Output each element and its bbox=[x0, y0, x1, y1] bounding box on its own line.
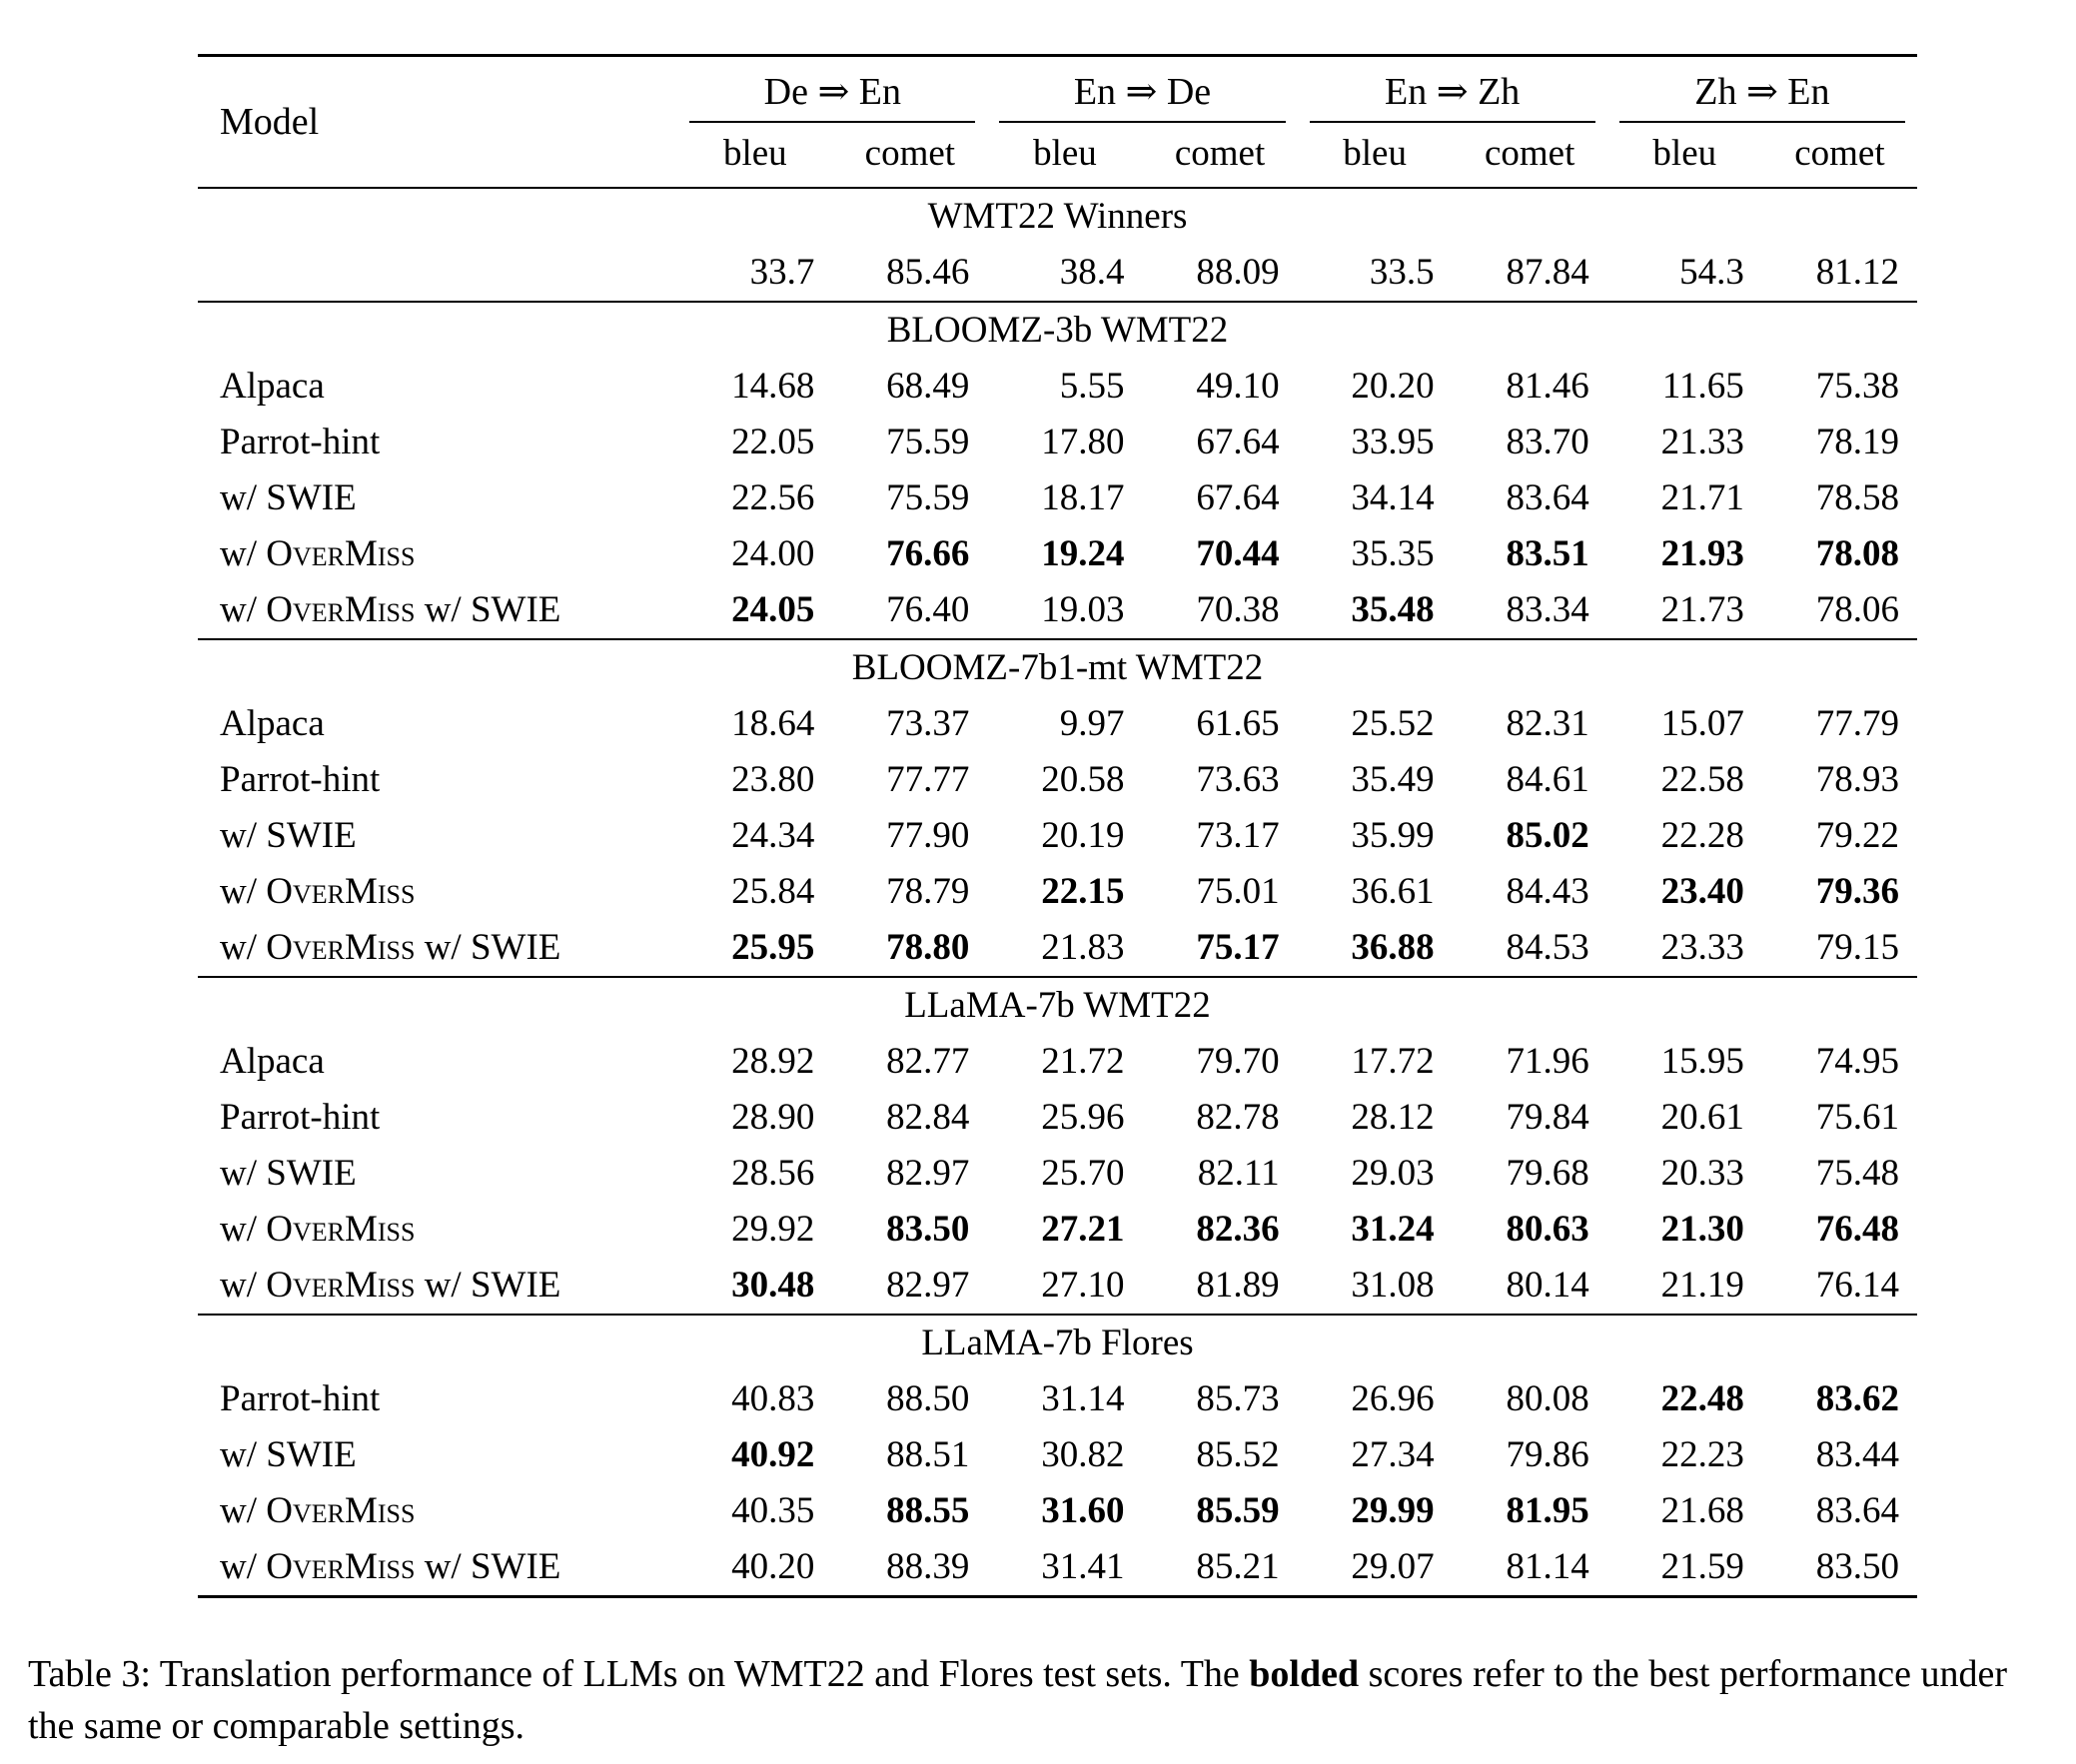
score-cell: 15.07 bbox=[1660, 703, 1744, 744]
score-cell: 28.92 bbox=[731, 1041, 815, 1082]
score-cell: 75.38 bbox=[1815, 366, 1899, 407]
column-group-label-de-en: De ⇒ En bbox=[689, 73, 975, 123]
model-name bbox=[198, 1483, 677, 1539]
score-cell: 23.33 bbox=[1660, 927, 1744, 968]
model-name bbox=[198, 1090, 677, 1146]
column-group-zh-en bbox=[1607, 56, 1917, 124]
score-cell: 79.36 bbox=[1815, 871, 1899, 912]
score-cell: 77.90 bbox=[886, 815, 970, 856]
score-cell: 79.15 bbox=[1815, 927, 1899, 968]
score-cell: 29.03 bbox=[1351, 1153, 1435, 1194]
score-cell: 21.68 bbox=[1660, 1490, 1744, 1531]
model-name-text: w/ bbox=[220, 927, 267, 968]
data-row bbox=[198, 359, 1917, 415]
caption-text-start: Table 3: Translation performance of LLMs on WMT22 and Flores test sets. The bbox=[28, 1653, 1250, 1695]
subheader-bleu: bleu bbox=[1607, 123, 1762, 188]
score-cell: 83.50 bbox=[886, 1209, 970, 1250]
score-cell: 27.34 bbox=[1351, 1434, 1435, 1475]
score-cell: 78.58 bbox=[1815, 477, 1899, 518]
score-cell: 49.10 bbox=[1196, 366, 1280, 407]
score-cell: 88.50 bbox=[886, 1378, 970, 1419]
score-cell: 19.24 bbox=[1041, 533, 1125, 574]
score-cell: 78.80 bbox=[886, 927, 970, 968]
score-cell: 33.7 bbox=[749, 252, 815, 293]
score-cell: 81.46 bbox=[1506, 366, 1589, 407]
data-row bbox=[198, 1483, 1917, 1539]
score-cell: 22.23 bbox=[1660, 1434, 1744, 1475]
score-cell: 40.35 bbox=[731, 1490, 815, 1531]
score-cell: 28.12 bbox=[1351, 1097, 1435, 1138]
subheader-bleu: bleu bbox=[1298, 123, 1453, 188]
score-cell: 26.96 bbox=[1351, 1378, 1435, 1419]
score-cell: 31.14 bbox=[1041, 1378, 1125, 1419]
score-cell: 82.31 bbox=[1506, 703, 1589, 744]
score-cell: 31.60 bbox=[1041, 1490, 1125, 1531]
score-cell: 83.64 bbox=[1506, 477, 1589, 518]
table-caption bbox=[28, 1648, 2048, 1752]
score-cell: 76.40 bbox=[886, 589, 970, 630]
model-name-text: w/ bbox=[220, 1490, 267, 1531]
model-name-smallcaps: OverMiss bbox=[266, 1265, 416, 1306]
model-name-text: w/ SWIE bbox=[415, 1265, 561, 1306]
score-cell: 81.14 bbox=[1506, 1546, 1589, 1587]
score-cell: 61.65 bbox=[1196, 703, 1280, 744]
score-cell: 20.19 bbox=[1041, 815, 1125, 856]
model-name bbox=[198, 1371, 677, 1427]
score-cell: 80.08 bbox=[1506, 1378, 1589, 1419]
score-cell: 82.11 bbox=[1197, 1153, 1280, 1194]
model-name-text: Parrot-hint bbox=[220, 422, 381, 462]
score-cell: 78.79 bbox=[886, 871, 970, 912]
score-cell: 30.82 bbox=[1041, 1434, 1125, 1475]
score-cell: 82.78 bbox=[1196, 1097, 1280, 1138]
score-cell: 83.51 bbox=[1506, 533, 1589, 574]
score-cell: 82.84 bbox=[886, 1097, 970, 1138]
score-cell: 25.70 bbox=[1041, 1153, 1125, 1194]
model-name-text: w/ bbox=[220, 589, 267, 630]
model-name-text: w/ SWIE bbox=[220, 1434, 357, 1475]
score-cell: 85.46 bbox=[886, 252, 970, 293]
score-cell: 84.53 bbox=[1506, 927, 1589, 968]
model-name-text: w/ SWIE bbox=[220, 1153, 357, 1194]
score-cell: 22.58 bbox=[1660, 759, 1744, 800]
score-cell: 71.96 bbox=[1506, 1041, 1589, 1082]
score-cell: 30.48 bbox=[731, 1265, 815, 1306]
score-cell: 85.73 bbox=[1196, 1378, 1280, 1419]
model-name-text: w/ bbox=[220, 1546, 267, 1587]
score-cell: 75.17 bbox=[1196, 927, 1280, 968]
score-cell: 79.70 bbox=[1196, 1041, 1280, 1082]
score-cell: 35.35 bbox=[1351, 533, 1435, 574]
model-name bbox=[198, 245, 677, 302]
table-body bbox=[198, 188, 1917, 1597]
score-cell: 75.48 bbox=[1815, 1153, 1899, 1194]
score-cell: 28.90 bbox=[731, 1097, 815, 1138]
column-group-label-en-zh: En ⇒ Zh bbox=[1310, 73, 1595, 123]
score-cell: 76.14 bbox=[1815, 1265, 1899, 1306]
model-name-smallcaps: OverMiss bbox=[266, 589, 416, 630]
model-name bbox=[198, 752, 677, 808]
score-cell: 88.09 bbox=[1196, 252, 1280, 293]
data-row bbox=[198, 1090, 1917, 1146]
score-cell: 24.34 bbox=[731, 815, 815, 856]
score-cell: 67.64 bbox=[1196, 477, 1280, 518]
score-cell: 73.37 bbox=[886, 703, 970, 744]
score-cell: 25.52 bbox=[1351, 703, 1435, 744]
model-name-text: w/ bbox=[220, 1265, 267, 1306]
model-name bbox=[198, 1202, 677, 1258]
score-cell: 33.95 bbox=[1351, 422, 1435, 462]
score-cell: 88.51 bbox=[886, 1434, 970, 1475]
model-name-text: Parrot-hint bbox=[220, 1378, 381, 1419]
score-cell: 78.06 bbox=[1815, 589, 1899, 630]
model-name-text: w/ SWIE bbox=[415, 589, 561, 630]
score-cell: 76.66 bbox=[886, 533, 970, 574]
score-cell: 35.48 bbox=[1351, 589, 1435, 630]
score-cell: 18.64 bbox=[731, 703, 815, 744]
model-name bbox=[198, 1034, 677, 1090]
subheader-comet: comet bbox=[832, 123, 987, 188]
score-cell: 79.68 bbox=[1506, 1153, 1589, 1194]
score-cell: 19.03 bbox=[1041, 589, 1125, 630]
section-title: BLOOMZ-3b WMT22 bbox=[198, 302, 1917, 359]
column-group-en-de bbox=[987, 56, 1297, 124]
score-cell: 5.55 bbox=[1059, 366, 1125, 407]
score-cell: 20.61 bbox=[1660, 1097, 1744, 1138]
score-cell: 29.92 bbox=[731, 1209, 815, 1250]
score-cell: 83.44 bbox=[1815, 1434, 1899, 1475]
section-title-row bbox=[198, 302, 1917, 359]
caption-bold-word: bolded bbox=[1249, 1653, 1360, 1695]
model-name-text: Parrot-hint bbox=[220, 759, 381, 800]
score-cell: 33.5 bbox=[1369, 252, 1435, 293]
data-row bbox=[198, 245, 1917, 302]
section-title-row bbox=[198, 188, 1917, 245]
model-column-header: Model bbox=[198, 56, 677, 189]
section-title-row bbox=[198, 977, 1917, 1034]
score-cell: 85.21 bbox=[1196, 1546, 1280, 1587]
model-name-text: w/ bbox=[220, 871, 267, 912]
data-row bbox=[198, 864, 1917, 920]
model-name-text: w/ bbox=[220, 533, 267, 574]
model-name bbox=[198, 526, 677, 582]
model-name-text: Parrot-hint bbox=[220, 1097, 381, 1138]
score-cell: 83.62 bbox=[1815, 1378, 1899, 1419]
score-cell: 82.36 bbox=[1196, 1209, 1280, 1250]
score-cell: 31.08 bbox=[1351, 1265, 1435, 1306]
score-cell: 70.38 bbox=[1196, 589, 1280, 630]
model-name-text: Alpaca bbox=[220, 1041, 325, 1082]
model-name bbox=[198, 808, 677, 864]
data-row bbox=[198, 1258, 1917, 1315]
score-cell: 75.01 bbox=[1196, 871, 1280, 912]
data-row bbox=[198, 752, 1917, 808]
results-table bbox=[198, 54, 1917, 1598]
score-cell: 38.4 bbox=[1059, 252, 1125, 293]
subheader-bleu: bleu bbox=[677, 123, 832, 188]
score-cell: 40.83 bbox=[731, 1378, 815, 1419]
column-group-en-zh bbox=[1298, 56, 1607, 124]
score-cell: 20.33 bbox=[1660, 1153, 1744, 1194]
score-cell: 79.22 bbox=[1815, 815, 1899, 856]
score-cell: 85.02 bbox=[1506, 815, 1589, 856]
model-name-text: w/ SWIE bbox=[415, 1546, 561, 1587]
score-cell: 25.95 bbox=[731, 927, 815, 968]
score-cell: 85.52 bbox=[1196, 1434, 1280, 1475]
score-cell: 25.96 bbox=[1041, 1097, 1125, 1138]
score-cell: 82.97 bbox=[886, 1265, 970, 1306]
score-cell: 22.05 bbox=[731, 422, 815, 462]
score-cell: 27.21 bbox=[1041, 1209, 1125, 1250]
model-name-text: Alpaca bbox=[220, 366, 325, 407]
model-name-text: Alpaca bbox=[220, 703, 325, 744]
data-row bbox=[198, 1202, 1917, 1258]
score-cell: 75.59 bbox=[886, 477, 970, 518]
score-cell: 24.00 bbox=[731, 533, 815, 574]
model-name bbox=[198, 415, 677, 470]
data-row bbox=[198, 1539, 1917, 1597]
subheader-bleu: bleu bbox=[987, 123, 1142, 188]
score-cell: 80.14 bbox=[1506, 1265, 1589, 1306]
model-name bbox=[198, 1539, 677, 1597]
data-row bbox=[198, 808, 1917, 864]
score-cell: 80.63 bbox=[1506, 1209, 1589, 1250]
score-cell: 23.80 bbox=[731, 759, 815, 800]
score-cell: 78.08 bbox=[1815, 533, 1899, 574]
score-cell: 87.84 bbox=[1506, 252, 1589, 293]
data-row bbox=[198, 470, 1917, 526]
score-cell: 24.05 bbox=[731, 589, 815, 630]
score-cell: 21.30 bbox=[1660, 1209, 1744, 1250]
score-cell: 29.99 bbox=[1351, 1490, 1435, 1531]
score-cell: 35.49 bbox=[1351, 759, 1435, 800]
model-name-smallcaps: OverMiss bbox=[266, 533, 416, 574]
score-cell: 77.79 bbox=[1815, 703, 1899, 744]
model-name bbox=[198, 470, 677, 526]
subheader-comet: comet bbox=[1453, 123, 1607, 188]
model-name-smallcaps: OverMiss bbox=[266, 1490, 416, 1531]
section-title-row bbox=[198, 1315, 1917, 1371]
score-cell: 78.93 bbox=[1815, 759, 1899, 800]
score-cell: 79.86 bbox=[1506, 1434, 1589, 1475]
score-cell: 28.56 bbox=[731, 1153, 815, 1194]
score-cell: 83.34 bbox=[1506, 589, 1589, 630]
score-cell: 81.95 bbox=[1506, 1490, 1589, 1531]
score-cell: 77.77 bbox=[886, 759, 970, 800]
score-cell: 76.48 bbox=[1815, 1209, 1899, 1250]
score-cell: 74.95 bbox=[1815, 1041, 1899, 1082]
model-name-text: w/ bbox=[220, 1209, 267, 1250]
model-name-smallcaps: OverMiss bbox=[266, 1209, 416, 1250]
score-cell: 23.40 bbox=[1660, 871, 1744, 912]
score-cell: 88.39 bbox=[886, 1546, 970, 1587]
score-cell: 29.07 bbox=[1351, 1546, 1435, 1587]
model-name-text: w/ SWIE bbox=[220, 815, 357, 856]
score-cell: 78.19 bbox=[1815, 422, 1899, 462]
score-cell: 21.71 bbox=[1660, 477, 1744, 518]
model-name bbox=[198, 359, 677, 415]
data-row bbox=[198, 582, 1917, 639]
score-cell: 21.19 bbox=[1660, 1265, 1744, 1306]
data-row bbox=[198, 1371, 1917, 1427]
score-cell: 75.59 bbox=[886, 422, 970, 462]
data-row bbox=[198, 526, 1917, 582]
score-cell: 22.48 bbox=[1660, 1378, 1744, 1419]
score-cell: 22.15 bbox=[1041, 871, 1125, 912]
model-name bbox=[198, 1258, 677, 1315]
score-cell: 83.50 bbox=[1815, 1546, 1899, 1587]
score-cell: 21.83 bbox=[1041, 927, 1125, 968]
score-cell: 70.44 bbox=[1196, 533, 1280, 574]
subheader-comet: comet bbox=[1143, 123, 1298, 188]
model-name bbox=[198, 864, 677, 920]
model-name-smallcaps: OverMiss bbox=[266, 927, 416, 968]
model-name-smallcaps: OverMiss bbox=[266, 1546, 416, 1587]
score-cell: 21.59 bbox=[1660, 1546, 1744, 1587]
score-cell: 83.70 bbox=[1506, 422, 1589, 462]
model-name bbox=[198, 696, 677, 752]
score-cell: 40.20 bbox=[731, 1546, 815, 1587]
section-title: WMT22 Winners bbox=[198, 188, 1917, 245]
score-cell: 83.64 bbox=[1815, 1490, 1899, 1531]
column-group-label-zh-en: Zh ⇒ En bbox=[1619, 73, 1905, 123]
score-cell: 81.89 bbox=[1196, 1265, 1280, 1306]
score-cell: 40.92 bbox=[731, 1434, 815, 1475]
score-cell: 73.63 bbox=[1196, 759, 1280, 800]
score-cell: 84.61 bbox=[1506, 759, 1589, 800]
section-title: BLOOMZ-7b1-mt WMT22 bbox=[198, 639, 1917, 696]
score-cell: 14.68 bbox=[731, 366, 815, 407]
model-name bbox=[198, 1427, 677, 1483]
score-cell: 21.72 bbox=[1041, 1041, 1125, 1082]
score-cell: 20.20 bbox=[1351, 366, 1435, 407]
score-cell: 31.41 bbox=[1041, 1546, 1125, 1587]
score-cell: 36.61 bbox=[1351, 871, 1435, 912]
score-cell: 67.64 bbox=[1196, 422, 1280, 462]
column-group-de-en bbox=[677, 56, 987, 124]
column-group-label-en-de: En ⇒ De bbox=[999, 73, 1285, 123]
score-cell: 85.59 bbox=[1196, 1490, 1280, 1531]
score-cell: 21.73 bbox=[1660, 589, 1744, 630]
score-cell: 22.28 bbox=[1660, 815, 1744, 856]
score-cell: 9.97 bbox=[1059, 703, 1125, 744]
score-cell: 88.55 bbox=[886, 1490, 970, 1531]
score-cell: 11.65 bbox=[1661, 366, 1744, 407]
data-row bbox=[198, 1427, 1917, 1483]
score-cell: 68.49 bbox=[886, 366, 970, 407]
section-title: LLaMA-7b WMT22 bbox=[198, 977, 1917, 1034]
data-row bbox=[198, 415, 1917, 470]
score-cell: 84.43 bbox=[1506, 871, 1589, 912]
score-cell: 82.97 bbox=[886, 1153, 970, 1194]
score-cell: 20.58 bbox=[1041, 759, 1125, 800]
score-cell: 54.3 bbox=[1679, 252, 1744, 293]
model-name-smallcaps: OverMiss bbox=[266, 871, 416, 912]
caption-text-end: scores refer to the best performance under the same or comparable settings. bbox=[28, 1653, 2007, 1747]
score-cell: 22.56 bbox=[731, 477, 815, 518]
model-name bbox=[198, 920, 677, 977]
model-name-text: w/ SWIE bbox=[415, 927, 561, 968]
score-cell: 27.10 bbox=[1041, 1265, 1125, 1306]
data-row bbox=[198, 1034, 1917, 1090]
score-cell: 34.14 bbox=[1351, 477, 1435, 518]
score-cell: 75.61 bbox=[1815, 1097, 1899, 1138]
model-name bbox=[198, 582, 677, 639]
score-cell: 36.88 bbox=[1351, 927, 1435, 968]
score-cell: 31.24 bbox=[1351, 1209, 1435, 1250]
model-name bbox=[198, 1146, 677, 1202]
score-cell: 82.77 bbox=[886, 1041, 970, 1082]
section-title: LLaMA-7b Flores bbox=[198, 1315, 1917, 1371]
score-cell: 35.99 bbox=[1351, 815, 1435, 856]
subheader-comet: comet bbox=[1762, 123, 1917, 188]
score-cell: 17.72 bbox=[1351, 1041, 1435, 1082]
score-cell: 25.84 bbox=[731, 871, 815, 912]
score-cell: 79.84 bbox=[1506, 1097, 1589, 1138]
score-cell: 21.33 bbox=[1660, 422, 1744, 462]
data-row bbox=[198, 1146, 1917, 1202]
section-title-row bbox=[198, 639, 1917, 696]
data-row bbox=[198, 920, 1917, 977]
score-cell: 81.12 bbox=[1815, 252, 1899, 293]
model-name-text: w/ SWIE bbox=[220, 477, 357, 518]
column-group-header-row bbox=[198, 56, 1917, 124]
data-row bbox=[198, 696, 1917, 752]
score-cell: 17.80 bbox=[1041, 422, 1125, 462]
score-cell: 21.93 bbox=[1660, 533, 1744, 574]
score-cell: 18.17 bbox=[1041, 477, 1125, 518]
score-cell: 73.17 bbox=[1196, 815, 1280, 856]
score-cell: 15.95 bbox=[1660, 1041, 1744, 1082]
